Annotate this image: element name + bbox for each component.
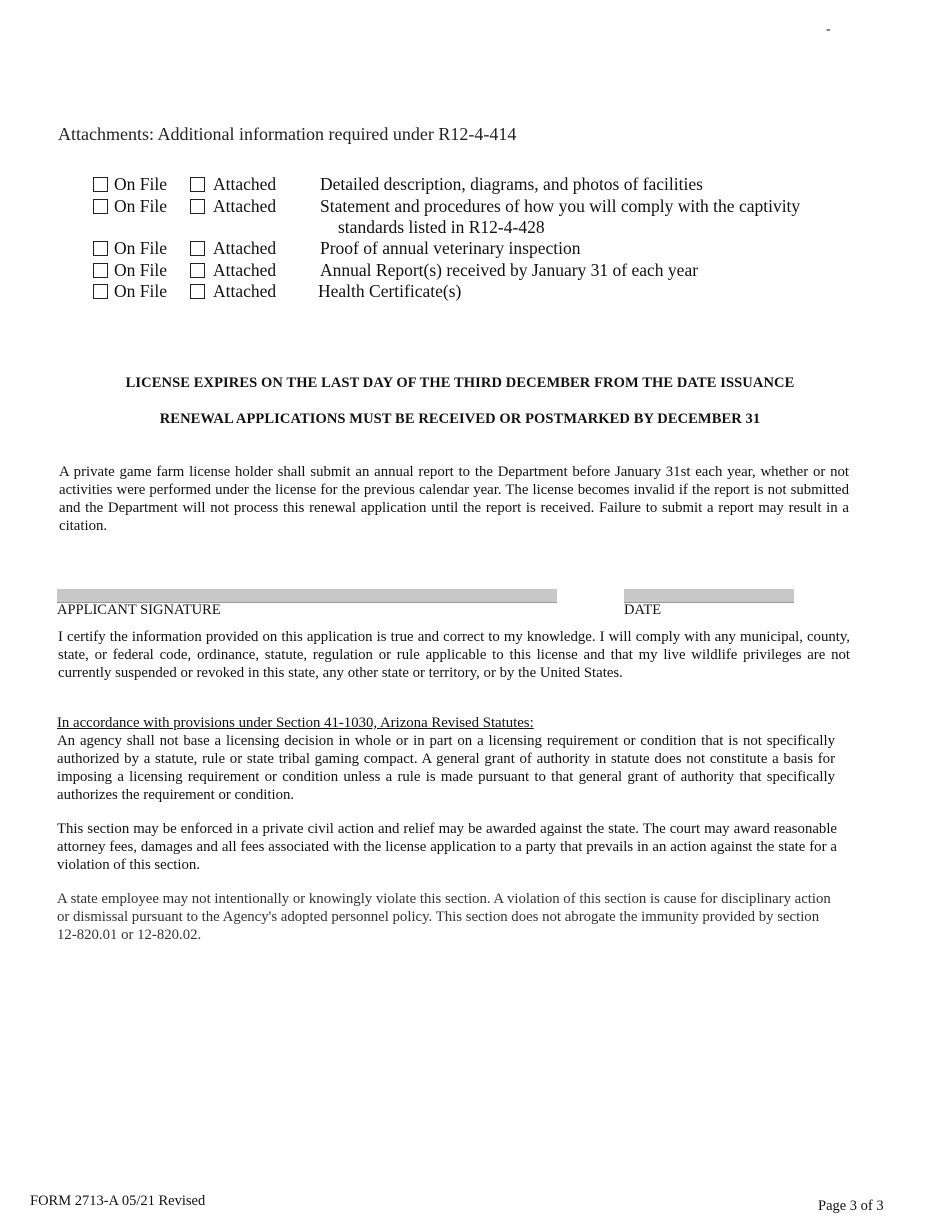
- attachment-description: [320, 196, 850, 238]
- attachment-description-text: Health Certificate(s): [318, 281, 462, 301]
- attached-label: Attached: [213, 238, 277, 258]
- attached-label: Attached: [213, 174, 277, 194]
- statute-paragraph: This section may be enforced in a private civil action and relief may be awarded against the state. The court may award reasonable attorney fees, damages and all fees associated with the license application to a party that prevails in an action against the state for a violation of this section.: [57, 821, 837, 873]
- date-field[interactable]: [624, 589, 794, 603]
- statute-heading: In accordance with provisions under Section 41-1030, Arizona Revised Statutes:: [57, 715, 534, 731]
- statute-paragraph: A state employee may not intentionally or knowingly violate this section. A violation of this section is cause for disciplinary action or dismissal pursuant to the Agency's adopted personnel policy. This section does not abrogate the immunity provided by section 12-820.01 or 12-820.02.: [57, 891, 831, 943]
- attached-checkbox[interactable]: [190, 263, 205, 278]
- attachment-description: [320, 174, 850, 195]
- on-file-checkbox[interactable]: [93, 284, 108, 299]
- applicant-signature-label: APPLICANT SIGNATURE: [57, 602, 221, 618]
- on-file-label: On File: [114, 260, 167, 280]
- on-file-checkbox[interactable]: [93, 241, 108, 256]
- attachment-description-text: Annual Report(s) received by January 31 of each year: [320, 260, 699, 280]
- attachment-description-text: Detailed description, diagrams, and photos of facilities: [320, 174, 703, 194]
- attached-checkbox[interactable]: [190, 284, 205, 299]
- certification-paragraph: I certify the information provided on this application is true and correct to my knowledge. I will comply with any municipal, county, state, or federal code, ordinance, statute, regulation or rule applicable to this license and that my live wildlife privileges are not currently suspended or revoked in this state, any other state or territory, or by the United States.: [58, 629, 850, 681]
- statute-paragraph: An agency shall not base a licensing decision in whole or in part on a licensing requirement or condition that is not specifically authorized by a statute, rule or state tribal gaming compact. A general grant of authority in statute does not constitute a basis for imposing a licensing requirement or condition unless a rule is made pursuant to that general grant of authority that specifically authorizes the requirement or condition.: [57, 733, 835, 803]
- corner-mark: -: [826, 22, 831, 37]
- attached-checkbox[interactable]: [190, 199, 205, 214]
- attachment-description-text: Statement and procedures of how you will comply with the captivity: [320, 196, 801, 216]
- attached-checkbox[interactable]: [190, 177, 205, 192]
- attached-checkbox[interactable]: [190, 241, 205, 256]
- attachment-description: [320, 238, 850, 259]
- form-identifier: FORM 2713-A 05/21 Revised: [30, 1193, 206, 1209]
- attachment-description: [320, 260, 850, 281]
- applicant-signature-field[interactable]: [57, 589, 557, 603]
- license-expiry-notice: LICENSE EXPIRES ON THE LAST DAY OF THE THIRD DECEMBER FROM THE DATE ISSUANCE: [125, 375, 795, 391]
- annual-report-paragraph: A private game farm license holder shall submit an annual report to the Department before January 31st each year, whether or not activities were performed under the license for the previous calendar year. The license becomes invalid if the report is not submitted and the Department will not process this renewal application until the report is received. Failure to submit a report may result in a citation.: [59, 464, 849, 534]
- attached-label: Attached: [213, 281, 277, 301]
- on-file-label: On File: [114, 281, 167, 301]
- on-file-label: On File: [114, 238, 167, 258]
- attached-label: Attached: [213, 260, 277, 280]
- on-file-checkbox[interactable]: [93, 263, 108, 278]
- attachment-description-text: Proof of annual veterinary inspection: [320, 238, 581, 258]
- on-file-checkbox[interactable]: [93, 199, 108, 214]
- attachments-heading: Attachments: Additional information required under R12-4-414: [58, 124, 517, 144]
- attachment-description-continuation: standards listed in R12-4-428: [338, 217, 545, 237]
- renewal-notice: RENEWAL APPLICATIONS MUST BE RECEIVED OR POSTMARKED BY DECEMBER 31: [159, 411, 761, 427]
- attachment-description: [318, 281, 848, 302]
- on-file-checkbox[interactable]: [93, 177, 108, 192]
- attached-label: Attached: [213, 196, 277, 216]
- on-file-label: On File: [114, 196, 167, 216]
- page-number: Page 3 of 3: [818, 1198, 884, 1214]
- on-file-label: On File: [114, 174, 167, 194]
- date-label: DATE: [624, 602, 662, 618]
